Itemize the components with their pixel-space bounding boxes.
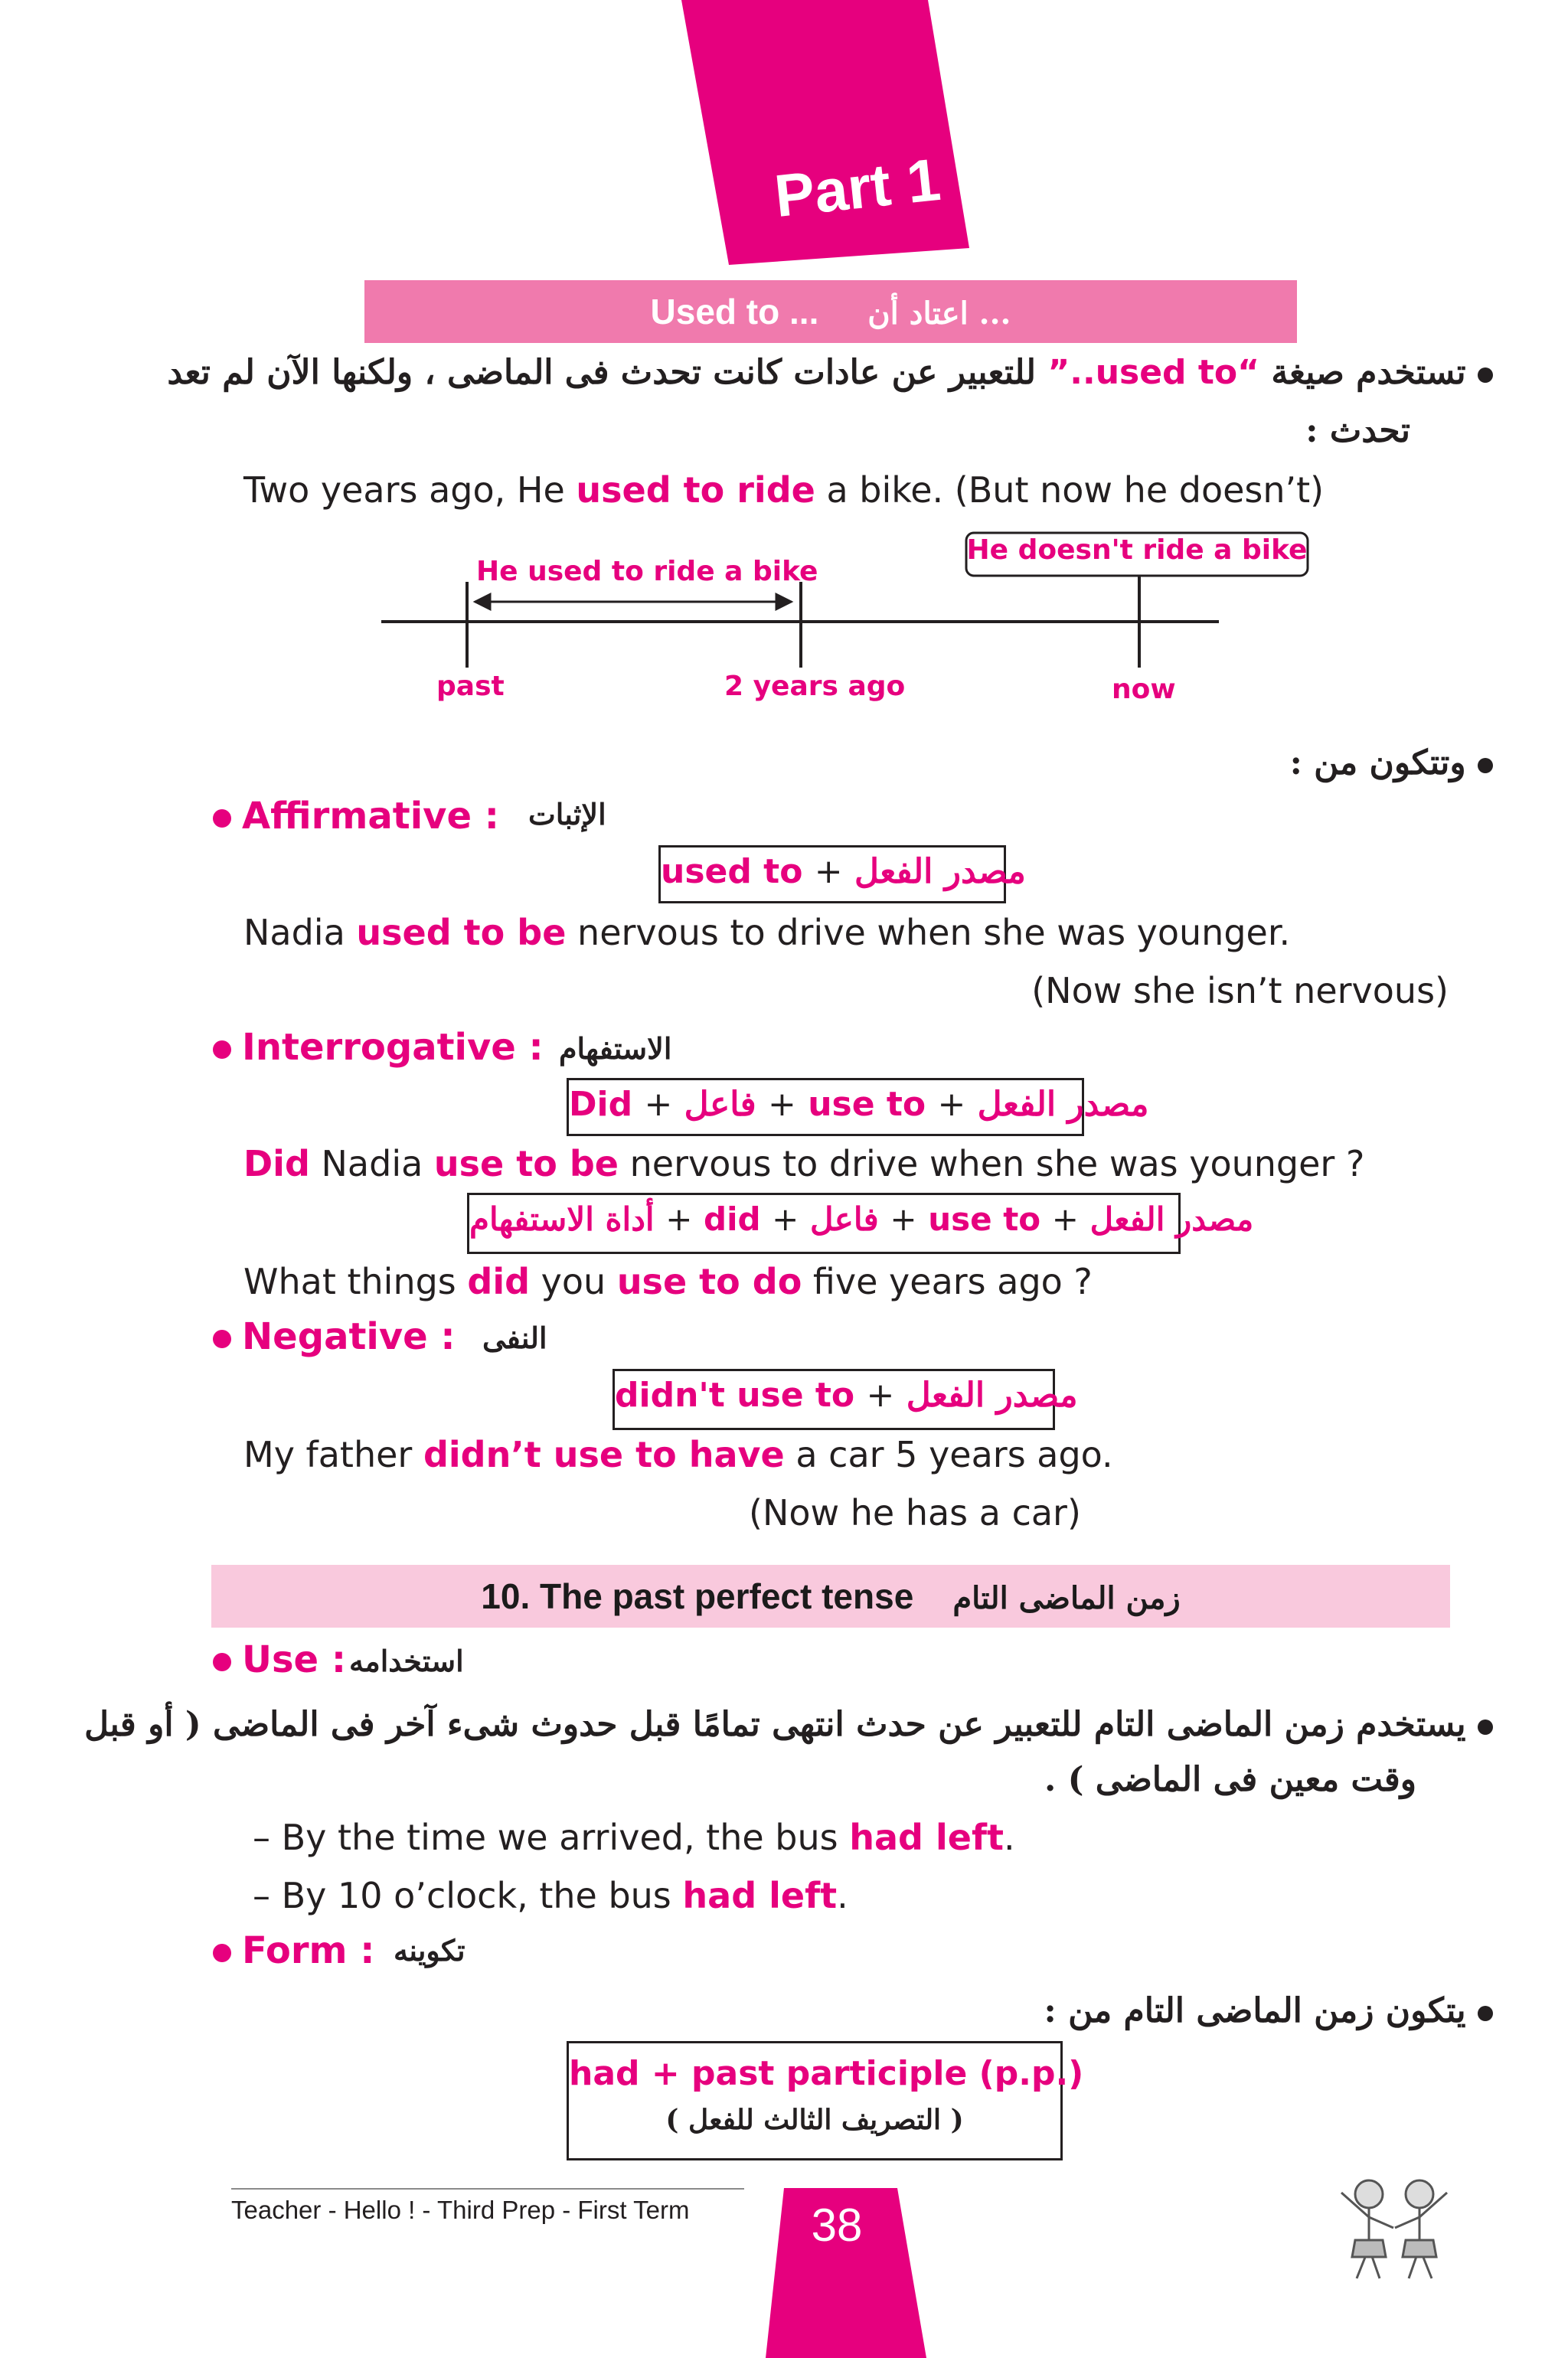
negative-label-ar: النفى <box>482 1321 547 1355</box>
form-label: Form : <box>213 1928 374 1974</box>
use-label: Use : <box>213 1637 346 1683</box>
bullet-icon <box>213 1040 231 1059</box>
negative-note: (Now he has a car) <box>749 1492 1081 1533</box>
form-label-ar: تكوينه <box>394 1933 466 1968</box>
bullet-icon <box>1478 367 1493 383</box>
interrogative-label: Interrogative : <box>213 1024 544 1070</box>
section-header-past-perfect <box>211 1565 1450 1628</box>
header-ar: اعتاد أن ... <box>867 296 1011 331</box>
example-highlight: used to ride <box>576 469 815 511</box>
tick-label-now: now <box>1112 674 1176 705</box>
past-perfect-example-1: – By the time we arrived, the bus had left. <box>253 1817 1015 1858</box>
interrogative-formula-2: أداة الاستفهام + did + فاعل + use to + مصدر الفعل <box>467 1193 1181 1254</box>
affirmative-formula: used to + مصدر الفعل <box>658 845 1006 903</box>
label-now: He doesn't ride a bike <box>966 534 1308 566</box>
interrogative-label-ar: الاستفهام <box>559 1031 672 1066</box>
consists-text: وتتكون من : <box>1289 743 1466 782</box>
affirmative-example: Nadia used to be nervous to drive when she was younger. <box>243 912 1291 953</box>
formula-en: had + past participle (p.p.) <box>569 2054 1084 2093</box>
timeline-diagram <box>0 521 1568 720</box>
interrogative-formula-1: Did + فاعل + use to + مصدر الفعل <box>567 1078 1084 1136</box>
affirmative-label: Affirmative : <box>213 793 499 839</box>
part-banner <box>0 0 1568 291</box>
header-en: Used to ... <box>650 292 819 331</box>
tick-label-past: past <box>436 671 505 702</box>
example-pre: Two years ago, He <box>243 469 565 511</box>
interrogative-example-1: Did Nadia use to be nervous to drive when she was younger ? <box>243 1143 1365 1184</box>
bullet-icon <box>1478 1720 1493 1735</box>
explain-ar-2: للتعبير عن عادات كانت تحدث فى الماضى ، ولكنها الآن لم تعد <box>167 353 1036 392</box>
explain-ar-1: تستخدم صيغة <box>1271 353 1466 392</box>
use-explanation: يستخدم زمن الماضى التام للتعبير عن حدث انتهى تمامًا قبل حدوث شىء آخر فى الماضى ( أو قبل <box>84 1701 1493 1749</box>
example-post: a bike. (But now he doesn’t) <box>826 469 1325 511</box>
bullet-icon <box>213 1944 231 1962</box>
bullet-icon <box>213 1330 231 1348</box>
negative-formula: didn't use to + مصدر الفعل <box>612 1369 1055 1430</box>
kids-illustration <box>1318 2164 1472 2294</box>
negative-label: Negative : <box>213 1314 456 1360</box>
used-to-explanation <box>167 349 1493 397</box>
formula-ar: ( التصريف الثالث للفعل ) <box>665 2104 964 2136</box>
footer-text: Teacher - Hello ! - Third Prep - First Term <box>231 2196 690 2224</box>
affirmative-label-ar: الإثبات <box>528 797 606 831</box>
past-perfect-formula <box>567 2041 1084 2160</box>
page-number-badge <box>766 2188 926 2358</box>
used-to-example <box>243 467 1324 513</box>
use-explanation-2: وقت معين فى الماضى ) . <box>1044 1760 1416 1799</box>
consists-of <box>1290 740 1493 787</box>
bullet-icon <box>1478 758 1493 773</box>
affirmative-note: (Now she isn’t nervous) <box>1031 970 1449 1011</box>
label-used: He used to ride a bike <box>476 556 818 587</box>
header-ar: زمن الماضى التام <box>952 1580 1181 1616</box>
footer-divider <box>231 2188 744 2190</box>
header-en: 10. The past perfect tense <box>481 1576 914 1616</box>
interrogative-example-2: What things did you use to do five years ago ? <box>243 1261 1093 1302</box>
part-title: Part 1 <box>771 145 944 230</box>
explain-ar-3: تحدث : <box>1305 411 1410 450</box>
bullet-icon <box>213 1653 231 1671</box>
form-explanation: يتكون زمن الماضى التام من : <box>1044 1987 1493 2035</box>
bullet-icon <box>1478 2006 1493 2021</box>
use-label-ar: استخدامه <box>349 1644 464 1678</box>
tick-label-2years: 2 years ago <box>724 671 906 702</box>
page-number: 38 <box>811 2200 863 2251</box>
explain-en: “used to..” <box>1047 353 1260 392</box>
bullet-icon <box>213 809 231 828</box>
negative-example: My father didn’t use to have a car 5 years ago. <box>243 1434 1113 1475</box>
past-perfect-example-2: – By 10 o’clock, the bus had left. <box>253 1875 848 1916</box>
section-header-used-to <box>364 280 1297 343</box>
